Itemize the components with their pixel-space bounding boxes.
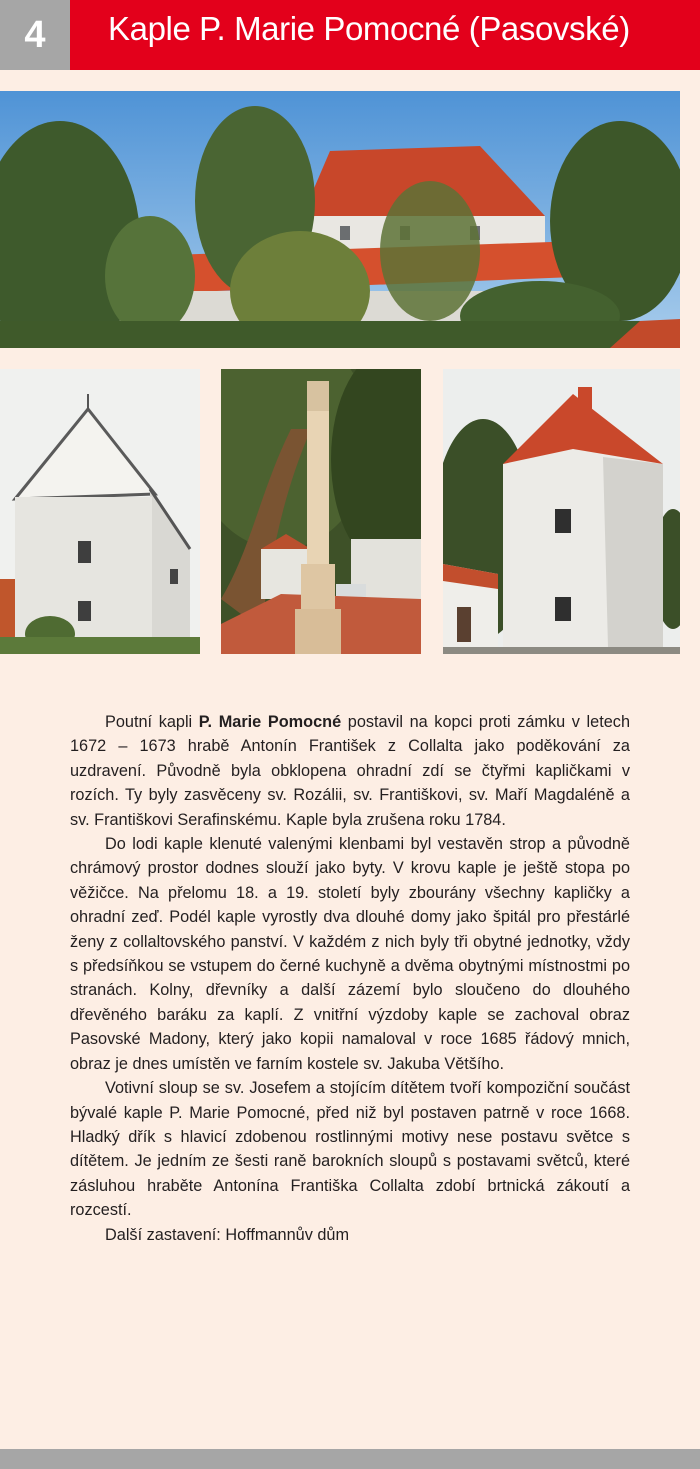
paragraph-2: Do lodi kaple klenuté valenými klenbami byl vestavěn strop a původně chrámový prostor dodnes slouží jako byty. V krovu kaple je ještě stopa po věžičce. Na přelomu 18. a 19. století byly zbourány všechny kapličky a ohradní zeď. Podél kaple vyrostly dva dlouhé domy jako špitál pro přestárlé ženy z collaltovského panství. V každém z nich byly tři obytné jednotky, vždy s předsíňkou se vstupem do černé kuchyně a dvěma obytnými místnostmi po stranách. Kolny, dřevníky a další zázemí bylo sloučeno do dlouhého dřevěného baráku za kaplí. Z vnitřní výzdoby kaple se zachoval obraz Pasovské Madony, který jako kopii namaloval v roce 1685 řádový mnich, obraz je dnes umístěn ve farním kostele sv. Jakuba Většího. — [70, 835, 630, 1073]
chapel-name-bold: P. Marie Pomocné — [198, 713, 342, 731]
main-photo — [0, 91, 680, 348]
votive-column-photo — [221, 369, 421, 654]
chapel-gable-photo — [0, 369, 200, 654]
paragraph-3: Votivní sloup se sv. Josefem a stojícím dítětem tvoří kompoziční součást bývalé kaple P. Marie Pomocné, před niž byl postaven patrně v roce 1668. Hladký dřík s hlavicí zdobenou rostlinnými motivy nese postavu světce s dítětem. Je jedním ze šesti raně barokních sloupů s postavami světců, které zásluhou hraběte Antonína Františka Collalta zdobí brtnická zákoutí a rozcestí. — [70, 1079, 630, 1220]
next-stop-text: Další zastavení: Hoffmannův dům — [105, 1225, 350, 1244]
paragraph-1 — [70, 710, 630, 832]
page-header — [0, 0, 700, 70]
page-title: Kaple P. Marie Pomocné (Pasovské) — [108, 10, 630, 47]
paragraph-1-lead: Poutní kapli — [105, 713, 199, 731]
stop-number-badge: 4 — [0, 0, 70, 70]
chapel-tower-photo — [443, 369, 680, 654]
footer-bar — [0, 1449, 700, 1469]
body-text — [70, 710, 630, 1247]
paragraph-1-rest: postavil na kopci proti zámku v letech 1672 – 1673 hrabě Antonín František z Collalta jako poděkování za uzdravení. Původně byla obklopena ohradní zdí se čtyřmi kapličkami v rozích. Ty byly zasvěceny sv. Rozálii, sv. Františkovi, sv. Maří Magdaléně a sv. Františkovi Serafinskému. Kaple byla zrušena roku 1784. — [70, 713, 630, 829]
